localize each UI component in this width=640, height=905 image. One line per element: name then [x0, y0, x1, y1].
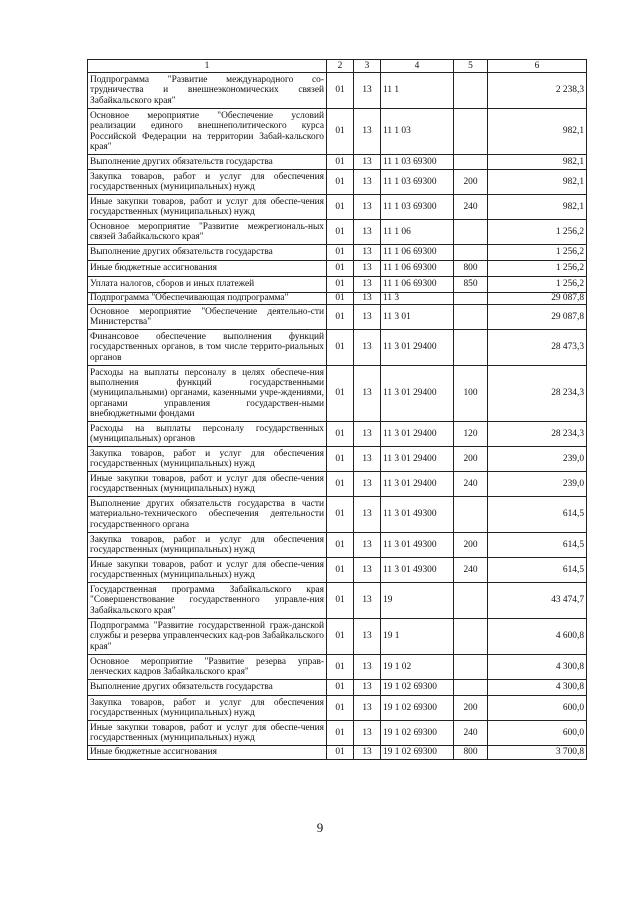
cell-name: Основное мероприятие "Развитие резерва управ-ленческих кадров Забайкальского края" [88, 655, 327, 680]
cell-name: Расходы на выплаты персоналу в целях обеспече-ния выполнения функций государственными (муниципальными) органами, казенными учре-ждениями, органами управления государствен-ными внебюджетными фондами [88, 366, 327, 422]
cell-name: Основное мероприятие "Развитие межрегиональ-ных связей Забайкальского края" [88, 220, 327, 245]
table-row [88, 655, 587, 680]
cell-subsection: 13 [354, 497, 381, 533]
cell-sum: 982,1 [488, 195, 587, 220]
cell-vr: 850 [454, 277, 488, 293]
table-row [88, 533, 587, 558]
cell-name: Иные бюджетные ассигнования [88, 746, 327, 760]
cell-name: Государственная программа Забайкальского края "Совершенствование государственного управле-ния Забайкальского края" [88, 583, 327, 619]
cell-csr: 19 1 02 69300 [381, 721, 454, 746]
cell-name: Иные бюджетные ассигнования [88, 261, 327, 277]
cell-subsection: 13 [354, 655, 381, 680]
table-row [88, 170, 587, 195]
cell-vr [454, 655, 488, 680]
table-row [88, 696, 587, 721]
cell-csr: 11 3 [381, 293, 454, 305]
cell-sum: 614,5 [488, 497, 587, 533]
table-row [88, 277, 587, 293]
cell-vr: 200 [454, 447, 488, 472]
table-row [88, 583, 587, 619]
cell-csr: 11 3 01 49300 [381, 533, 454, 558]
cell-section: 01 [327, 680, 354, 696]
cell-name: Закупка товаров, работ и услуг для обеспечения государственных (муниципальных) нужд [88, 696, 327, 721]
cell-vr [454, 73, 488, 109]
cell-section: 01 [327, 261, 354, 277]
header-col-subsection: 3 [354, 60, 381, 73]
cell-vr: 800 [454, 261, 488, 277]
cell-vr [454, 583, 488, 619]
cell-sum: 28 473,3 [488, 330, 587, 366]
cell-section: 01 [327, 497, 354, 533]
cell-vr: 120 [454, 422, 488, 447]
cell-section: 01 [327, 533, 354, 558]
cell-sum: 600,0 [488, 721, 587, 746]
cell-section: 01 [327, 696, 354, 721]
cell-subsection: 13 [354, 195, 381, 220]
cell-name: Закупка товаров, работ и услуг для обеспечения государственных (муниципальных) нужд [88, 533, 327, 558]
cell-csr: 11 3 01 29400 [381, 447, 454, 472]
cell-vr: 200 [454, 533, 488, 558]
cell-name: Выполнение других обязательств государства [88, 680, 327, 696]
cell-section: 01 [327, 220, 354, 245]
cell-section: 01 [327, 293, 354, 305]
cell-sum: 1 256,2 [488, 261, 587, 277]
cell-sum: 982,1 [488, 155, 587, 170]
table-row [88, 73, 587, 109]
cell-section: 01 [327, 583, 354, 619]
budget-table [87, 59, 587, 760]
cell-sum: 4 600,8 [488, 619, 587, 655]
cell-section: 01 [327, 558, 354, 583]
cell-csr: 11 3 01 29400 [381, 422, 454, 447]
cell-csr: 11 1 [381, 73, 454, 109]
cell-sum: 614,5 [488, 533, 587, 558]
cell-csr: 11 3 01 29400 [381, 330, 454, 366]
cell-name: Уплата налогов, сборов и иных платежей [88, 277, 327, 293]
cell-vr: 100 [454, 366, 488, 422]
cell-subsection: 13 [354, 746, 381, 760]
cell-sum: 614,5 [488, 558, 587, 583]
cell-name: Иные закупки товаров, работ и услуг для обеспе-чения государственных (муниципальных) нужд [88, 721, 327, 746]
cell-sum: 2 238,3 [488, 73, 587, 109]
table-row [88, 305, 587, 330]
cell-vr: 240 [454, 558, 488, 583]
cell-sum: 1 256,2 [488, 220, 587, 245]
cell-sum: 28 234,3 [488, 422, 587, 447]
header-col-section: 2 [327, 60, 354, 73]
cell-csr: 11 1 06 [381, 220, 454, 245]
table-body [88, 73, 587, 760]
cell-section: 01 [327, 109, 354, 155]
cell-csr: 11 3 01 49300 [381, 497, 454, 533]
cell-subsection: 13 [354, 422, 381, 447]
cell-section: 01 [327, 305, 354, 330]
cell-subsection: 13 [354, 533, 381, 558]
cell-section: 01 [327, 655, 354, 680]
cell-section: 01 [327, 277, 354, 293]
cell-csr: 19 [381, 583, 454, 619]
cell-name: Иные закупки товаров, работ и услуг для обеспе-чения государственных (муниципальных) нужд [88, 472, 327, 497]
cell-subsection: 13 [354, 220, 381, 245]
cell-section: 01 [327, 422, 354, 447]
cell-vr: 240 [454, 721, 488, 746]
header-col-csr: 4 [381, 60, 454, 73]
cell-vr [454, 305, 488, 330]
cell-name: Выполнение других обязательств государства в части материально-технического обеспечения деятельности государственного органа [88, 497, 327, 533]
header-col-name: 1 [88, 60, 327, 73]
page-number: 9 [316, 820, 324, 835]
cell-sum: 3 700,8 [488, 746, 587, 760]
table-row [88, 746, 587, 760]
cell-csr: 11 1 03 69300 [381, 155, 454, 170]
cell-subsection: 13 [354, 170, 381, 195]
cell-section: 01 [327, 245, 354, 261]
cell-vr: 240 [454, 472, 488, 497]
table-row [88, 109, 587, 155]
cell-subsection: 13 [354, 583, 381, 619]
cell-sum: 29 087,8 [488, 305, 587, 330]
cell-csr: 11 3 01 29400 [381, 366, 454, 422]
cell-subsection: 13 [354, 447, 381, 472]
cell-vr [454, 293, 488, 305]
cell-subsection: 13 [354, 619, 381, 655]
cell-name: Расходы на выплаты персоналу государственных (муниципальных) органов [88, 422, 327, 447]
cell-section: 01 [327, 170, 354, 195]
cell-name: Подпрограмма "Развитие международного со-трудничества и внешнеэкономических связей Забайкальского края" [88, 73, 327, 109]
cell-csr: 11 1 06 69300 [381, 245, 454, 261]
cell-section: 01 [327, 746, 354, 760]
cell-sum: 1 256,2 [488, 245, 587, 261]
cell-subsection: 13 [354, 366, 381, 422]
cell-name: Подпрограмма "Развитие государственной граж-данской службы и резерва управленческих кад-ров Забайкальского края" [88, 619, 327, 655]
cell-sum: 1 256,2 [488, 277, 587, 293]
cell-sum: 239,0 [488, 447, 587, 472]
cell-name: Основное мероприятие "Обеспечение деятельно-сти Министерства" [88, 305, 327, 330]
table-row [88, 330, 587, 366]
table-row [88, 447, 587, 472]
cell-vr: 200 [454, 696, 488, 721]
table-row [88, 195, 587, 220]
header-col-sum: 6 [488, 60, 587, 73]
cell-name: Закупка товаров, работ и услуг для обеспечения государственных (муниципальных) нужд [88, 170, 327, 195]
table-row [88, 619, 587, 655]
cell-subsection: 13 [354, 293, 381, 305]
cell-sum: 43 474,7 [488, 583, 587, 619]
cell-csr: 11 1 03 69300 [381, 195, 454, 220]
cell-subsection: 13 [354, 245, 381, 261]
cell-section: 01 [327, 472, 354, 497]
cell-name: Выполнение других обязательств государства [88, 155, 327, 170]
cell-subsection: 13 [354, 277, 381, 293]
table-row [88, 558, 587, 583]
table-row [88, 721, 587, 746]
cell-section: 01 [327, 195, 354, 220]
cell-sum: 982,1 [488, 170, 587, 195]
cell-csr: 11 3 01 49300 [381, 558, 454, 583]
cell-csr: 11 3 01 [381, 305, 454, 330]
cell-vr [454, 220, 488, 245]
cell-vr [454, 680, 488, 696]
cell-sum: 4 300,8 [488, 680, 587, 696]
cell-subsection: 13 [354, 558, 381, 583]
table-row [88, 245, 587, 261]
cell-name: Подпрограмма "Обеспечивающая подпрограмма" [88, 293, 327, 305]
cell-csr: 11 1 06 69300 [381, 261, 454, 277]
cell-subsection: 13 [354, 155, 381, 170]
cell-subsection: 13 [354, 721, 381, 746]
table-row [88, 472, 587, 497]
cell-subsection: 13 [354, 261, 381, 277]
header-col-vr: 5 [454, 60, 488, 73]
cell-csr: 19 1 02 69300 [381, 696, 454, 721]
cell-name: Основное мероприятие "Обеспечение условий реализации единого внешнеполитического курса Российской Федерации на территории Забай-кальского края" [88, 109, 327, 155]
table-row [88, 261, 587, 277]
table-row [88, 422, 587, 447]
cell-sum: 29 087,8 [488, 293, 587, 305]
cell-subsection: 13 [354, 109, 381, 155]
cell-csr: 19 1 02 [381, 655, 454, 680]
cell-name: Закупка товаров, работ и услуг для обеспечения государственных (муниципальных) нужд [88, 447, 327, 472]
cell-sum: 600,0 [488, 696, 587, 721]
cell-name: Иные закупки товаров, работ и услуг для обеспе-чения государственных (муниципальных) нужд [88, 195, 327, 220]
cell-subsection: 13 [354, 680, 381, 696]
cell-vr: 800 [454, 746, 488, 760]
cell-csr: 19 1 02 69300 [381, 746, 454, 760]
cell-sum: 239,0 [488, 472, 587, 497]
cell-name: Выполнение других обязательств государства [88, 245, 327, 261]
cell-section: 01 [327, 155, 354, 170]
cell-csr: 19 1 [381, 619, 454, 655]
cell-vr [454, 619, 488, 655]
cell-csr: 11 1 06 69300 [381, 277, 454, 293]
cell-vr [454, 330, 488, 366]
cell-section: 01 [327, 721, 354, 746]
cell-section: 01 [327, 73, 354, 109]
cell-section: 01 [327, 447, 354, 472]
cell-sum: 982,1 [488, 109, 587, 155]
table-row [88, 220, 587, 245]
cell-subsection: 13 [354, 472, 381, 497]
cell-csr: 11 1 03 [381, 109, 454, 155]
cell-vr [454, 155, 488, 170]
cell-vr [454, 109, 488, 155]
cell-section: 01 [327, 366, 354, 422]
table-header-row [88, 60, 587, 73]
cell-sum: 28 234,3 [488, 366, 587, 422]
table-row [88, 366, 587, 422]
cell-csr: 11 3 01 29400 [381, 472, 454, 497]
cell-csr: 19 1 02 69300 [381, 680, 454, 696]
cell-subsection: 13 [354, 305, 381, 330]
cell-csr: 11 1 03 69300 [381, 170, 454, 195]
cell-section: 01 [327, 330, 354, 366]
table-row [88, 497, 587, 533]
cell-subsection: 13 [354, 73, 381, 109]
cell-name: Финансовое обеспечение выполнения функций государственных органов, в том числе террито-риальных органов [88, 330, 327, 366]
cell-name: Иные закупки товаров, работ и услуг для обеспе-чения государственных (муниципальных) нужд [88, 558, 327, 583]
cell-vr [454, 245, 488, 261]
cell-sum: 4 300,8 [488, 655, 587, 680]
table-row [88, 680, 587, 696]
cell-vr [454, 497, 488, 533]
cell-subsection: 13 [354, 696, 381, 721]
cell-vr: 240 [454, 195, 488, 220]
cell-vr: 200 [454, 170, 488, 195]
table-row [88, 155, 587, 170]
cell-section: 01 [327, 619, 354, 655]
table-row [88, 293, 587, 305]
cell-subsection: 13 [354, 330, 381, 366]
